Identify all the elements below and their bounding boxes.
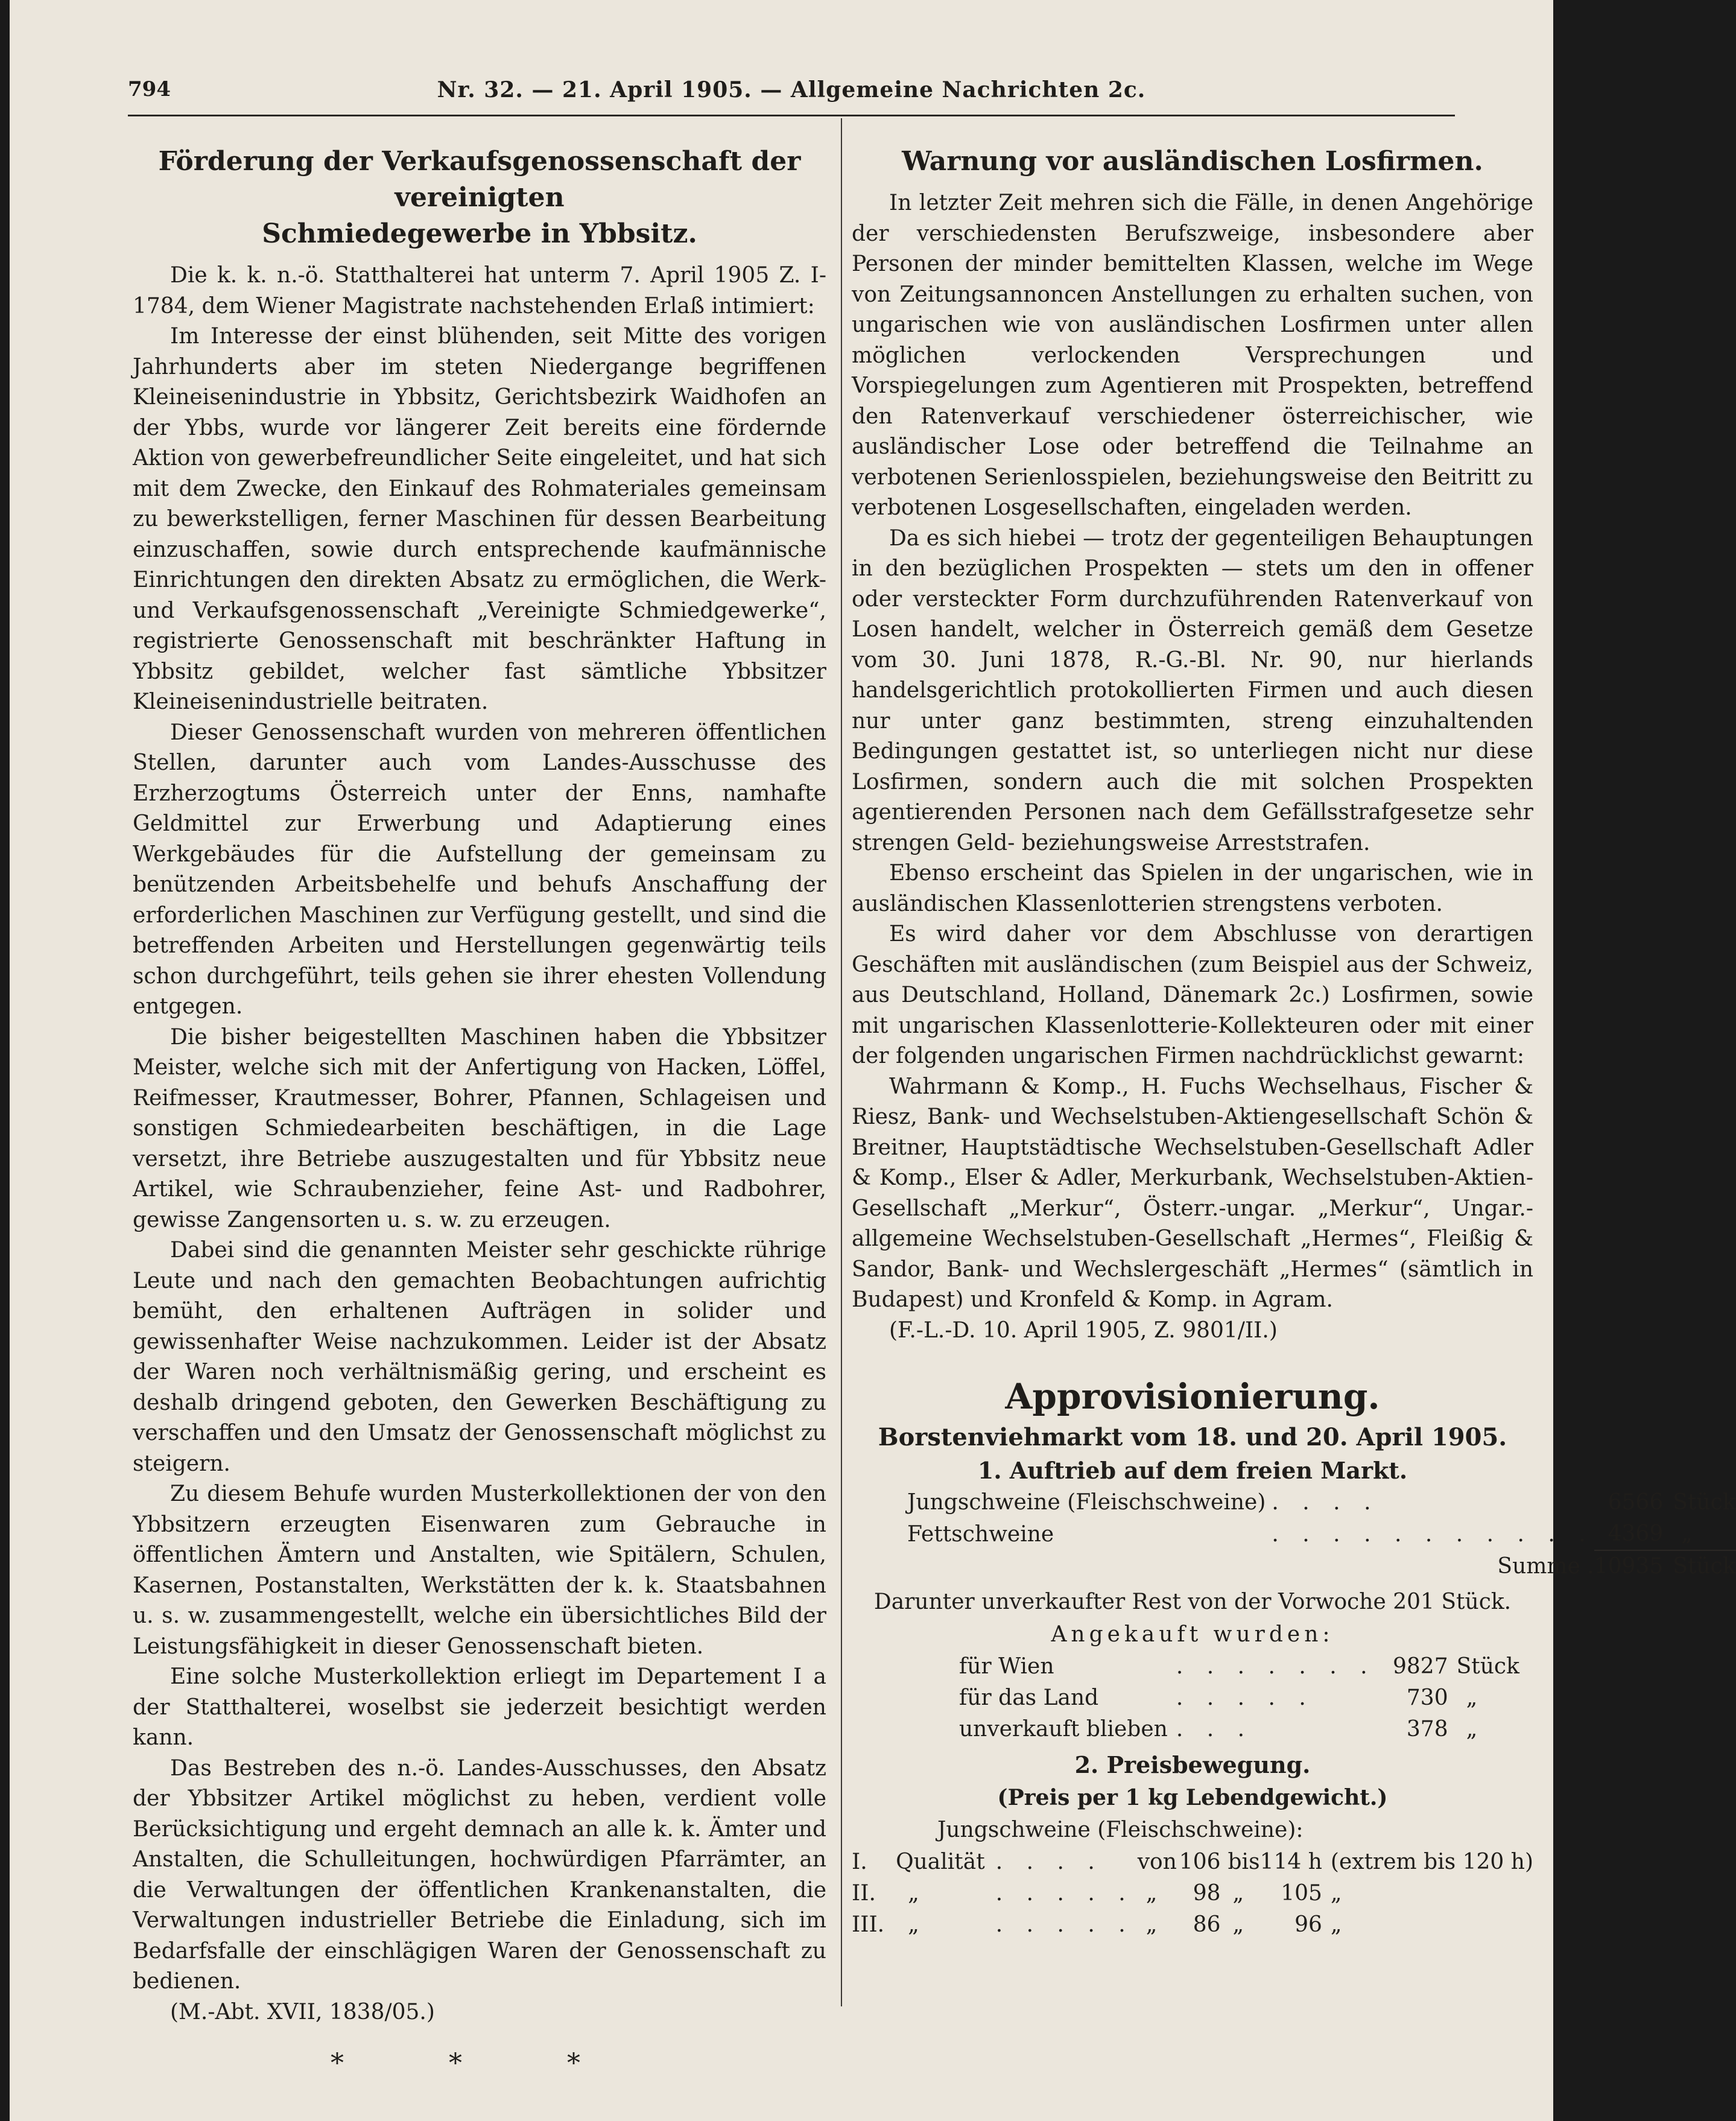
page-header <box>128 77 1455 113</box>
purchased-unit: „ <box>1466 1717 1478 1742</box>
header-rule <box>128 115 1455 116</box>
paragraph: Ebenso erscheint das Spielen in der ungarischen, wie in ausländischen Klassenlotterien strengstens verboten. <box>852 861 1533 916</box>
price-note: (Preis per 1 kg Lebendgewicht.) <box>997 1785 1388 1810</box>
leader-dots: . . . . . . . . . . . <box>1272 1521 1594 1547</box>
price-high: 96 <box>1294 1912 1322 1937</box>
price-note: „ <box>1330 1881 1342 1906</box>
purchased-unit: „ <box>1466 1685 1478 1710</box>
table-row <box>907 1550 1736 1582</box>
paragraph: Das Bestreben des n.-ö. Landes-Ausschusses, den Absatz der Ybbsitzer Artikel möglichst zu heben, verdient volle Berücksichtigung und ergeht demnach an alle k. k. Ämter und Anstalten, die Schulleitungen, hochwürdigen Pfarrämter, an die Verwaltungen der öffentlichen Krankenanstalten, die Verwaltungen industrieller Betriebe die Einladung, sich im Bedarfsfalle der einschlägigen Waren der Genossenschaft zu bedienen. <box>133 1755 826 1994</box>
paragraph: Eine solche Musterkollektion erliegt im Departement I a der Statthalterei, woselbst sie jederzeit besichtigt werden kann. <box>133 1664 826 1750</box>
grade: I. <box>852 1850 867 1874</box>
page-number: 794 <box>128 77 171 101</box>
paragraph: Da es sich hiebei — trotz der gegenteiligen Behauptungen in den bezüglichen Prospekten — stets um den in offener oder versteckter Form durchzuführenden Ratenverkauf von Losen handelt, welcher in Österreich gemäß dem Gesetze vom 30. Juni 1878, R.-G.-Bl. Nr. 90, nur hierlands handelsgerichtlich protokollierten Firmen und auch diesen nur unter ganz bestimmten, streng einzuhaltenden Bedingungen gestattet ist, so unterliegen nicht nur diese Losfirmen, sondern auch die mit solchen Prospekten agentierenden Personen nach dem Gefällsstrafgesetze sehr strengen Geld- beziehungsweise Arreststrafen. <box>852 525 1533 855</box>
market-subtitle: Borstenviehmarkt vom 18. und 20. April 1905. <box>878 1423 1507 1451</box>
price-note: „ <box>1330 1912 1342 1937</box>
price-high: 105 <box>1281 1881 1322 1906</box>
paragraph: Zu diesem Behufe wurden Musterkollektionen der von den Ybbsitzern erzeugten Eisenwaren zum Gebrauche in öffentlichen Ämtern und Anstalten, wie Spitälern, Schulen, Kasernen, Postanstalten, Werkstätten der k. k. Staatsbahnen u. s. w. zusammengestellt, welche ein übersichtliches Bild der Leistungsfähigkeit in dieser Genossenschaft bieten. <box>133 1482 826 1659</box>
table-row <box>959 1651 1519 1682</box>
purchased-label: für das Land <box>959 1685 1099 1710</box>
paragraph: Wahrmann & Komp., H. Fuchs Wechselhaus, Fischer & Riesz, Bank- und Wechselstuben-Aktiengesellschaft Schön & Breitner, Hauptstädtische Wechselstuben-Gesellschaft Adler & Komp., Elser & Adler, Merkurbank, Wechselstuben-Aktien-Gesellschaft „Merkur“, Österr.-ungar. „Merkur“, Ungar.-allgemeine Wechselstuben-Gesellschaft „Hermes“, Fleißig & Sandor, Bank- und Wechslergeschäft „Hermes“ (sämtlich in Budapest) und Kronfeld & Komp. in Agram. <box>852 1074 1533 1312</box>
price-low: 98 <box>1193 1881 1221 1906</box>
article-heading-warnung: Warnung vor ausländischen Losfirmen. <box>902 146 1483 177</box>
purchased-table <box>959 1651 1519 1745</box>
market-title: Approvisionierung. <box>1005 1376 1380 1417</box>
supply-value: 6566 <box>1608 1490 1664 1515</box>
grade-label: „ <box>908 1912 919 1937</box>
column-divider <box>841 118 842 2006</box>
section-heading-supply: 1. Auftrieb auf dem freien Markt. <box>977 1457 1408 1484</box>
table-row <box>852 1909 1533 1941</box>
grade-label: Qualität <box>896 1850 985 1874</box>
heading-line: Schmiedegewerbe in Ybbsitz. <box>262 218 697 249</box>
price-table <box>852 1847 1533 1941</box>
to-word: bis <box>1228 1850 1260 1874</box>
heading-line: Förderung der Verkaufsgenossenschaft der vereinigten <box>158 146 801 213</box>
section-stars: * * * <box>331 2048 629 2079</box>
leader-dots: . . . . <box>1272 1490 1380 1515</box>
table-row <box>959 1714 1519 1745</box>
running-title: Nr. 32. — 21. April 1905. — Allgemeine Nachrichten 2c. <box>437 77 1146 103</box>
price-high: 114 h <box>1259 1850 1322 1874</box>
table-row <box>907 1518 1736 1550</box>
sum-unit: Stück <box>1673 1554 1736 1579</box>
sum-label: Summe . <box>1497 1553 1594 1579</box>
supply-label: Fettschweine <box>907 1521 1054 1547</box>
supply-value: 4369 <box>1594 1518 1664 1550</box>
leader-dots: . . . . . <box>995 1881 1134 1906</box>
leader-dots: . . . <box>1176 1717 1253 1742</box>
to-word: „ <box>1232 1881 1244 1906</box>
supply-label: Jungschweine (Fleischschweine) <box>907 1490 1266 1515</box>
from-word: „ <box>1145 1912 1158 1937</box>
supply-unit: „ <box>1663 1518 1735 1550</box>
price-note: (extrem bis 120 h) <box>1330 1850 1533 1874</box>
article-heading-foerderung <box>133 144 826 252</box>
leader-dots: . . . . . <box>995 1912 1134 1937</box>
purchased-label: für Wien <box>959 1654 1054 1679</box>
leader-dots: . . . . . <box>1176 1685 1314 1710</box>
supply-table <box>907 1487 1736 1582</box>
leader-dots: . . . . . . . <box>1176 1654 1376 1679</box>
price-low: 86 <box>1193 1912 1221 1937</box>
from-word: „ <box>1145 1881 1158 1906</box>
left-column <box>133 144 826 2082</box>
table-row <box>852 1847 1533 1878</box>
table-row <box>907 1487 1736 1518</box>
paragraph: Die k. k. n.-ö. Statthalterei hat unterm 7. April 1905 Z. I-1784, dem Wiener Magistrate nachstehenden Erlaß intimiert: <box>133 263 826 319</box>
leader-dots: . . . . <box>995 1850 1103 1874</box>
grade: III. <box>852 1912 885 1937</box>
source-reference: (F.-L.-D. 10. April 1905, Z. 9801/II.) <box>889 1317 1278 1343</box>
paragraph: Die bisher beigestellten Maschinen haben die Ybbsitzer Meister, welche sich mit der Anfertigung von Hacken, Löffel, Reifmesser, Krautmesser, Bohrer, Pfannen, Schlageisen und sonstigen Schmiedearbeiten beschäftigen, in die Lage versetzt, ihre Betriebe auszugestalten und für Ybbsitz neue Artikel, wie Schraubenzieher, feine Ast- und Radbohrer, gewisse Zangensorten u. s. w. zu erzeugen. <box>133 1024 826 1232</box>
sum-value: 10935 <box>1594 1554 1664 1579</box>
paragraph: Es wird daher vor dem Abschlusse von derartigen Geschäften mit ausländischen (zum Beispiel aus der Schweiz, aus Deutschland, Holland, Dänemark 2c.) Losfirmen, sowie mit ungarischen Klassenlotterie-Kollekteuren oder mit einer der folgenden ungarischen Firmen nachdrücklichst gewarnt: <box>852 922 1533 1068</box>
grade-label: „ <box>908 1881 919 1906</box>
remainder-note: Darunter unverkaufter Rest von der Vorwoche 201 Stück. <box>873 1590 1512 1614</box>
source-reference: (M.-Abt. XVII, 1838/05.) <box>170 1999 435 2024</box>
purchased-unit: Stück <box>1456 1654 1519 1679</box>
price-low: 106 <box>1179 1850 1221 1874</box>
purchased-value: 730 <box>1406 1685 1448 1710</box>
purchased-label: unverkauft blieben <box>959 1717 1168 1742</box>
purchased-value: 378 <box>1406 1717 1448 1742</box>
table-row <box>852 1878 1533 1909</box>
paragraph: Im Interesse der einst blühenden, seit Mitte des vorigen Jahrhunderts aber im steten Niedergange begriffenen Kleineisenindustrie in Ybbsitz, Gerichtsbezirk Waidhofen an der Ybbs, wurde vor längerer Zeit bereits eine fördernde Aktion von gewerbefreundlicher Seite eingeleitet, und hat sich mit dem Zwecke, den Einkauf des Rohmateriales gemeinsam zu bewerkstelligen, ferner Maschinen für dessen Bearbeitung einzuschaffen, sowie durch entsprechende kaufmännische Einrichtungen den direkten Absatz zu ermöglichen, die Werk- und Verkaufsgenossenschaft „Vereinigte Schmiedgewerke“, registrierte Genossenschaft mit beschränkter Haftung in Ybbsitz gebildet, welcher fast sämtliche Ybbsitzer Kleineisenindustrielle beitraten. <box>133 324 826 714</box>
price-category: Jungschweine (Fleischschweine): <box>937 1818 1304 1842</box>
to-word: „ <box>1232 1912 1244 1937</box>
paragraph: In letzter Zeit mehren sich die Fälle, in denen Angehörige der verschiedensten Berufszweige, insbesondere aber Personen der minder bemittelten Klassen, welche im Wege von Zeitungsannoncen Anstellungen zu erhalten suchen, von ungarischen wie von ausländischen Losfirmen unter allen möglichen verlockenden Versprechungen und Vorspiegelungen zum Agentieren mit Prospekten, betreffend den Ratenverkauf verschiedener österreichischer, wie ausländischer Lose oder betreffend die Teilnahme an verbotenen Serienlosspielen, beziehungsweise den Beitritt zu verbotenen Losgesellschaften, eingeladen werden. <box>852 191 1533 520</box>
from-word: von <box>1137 1850 1177 1874</box>
supply-unit: Stück <box>1673 1490 1736 1515</box>
purchased-heading: Angekauft wurden: <box>1051 1622 1334 1647</box>
page-sheet <box>10 0 1736 2121</box>
paragraph: Dabei sind die genannten Meister sehr geschickte rührige Leute und nach den gemachten Beobachtungen aufrichtig bemüht, den erhaltenen Aufträgen in solider und gewissenhafter Weise nachzukommen. Leider ist der Absatz der Waren noch verhältnismäßig gering, und erscheint es deshalb dringend geboten, den Gewerken Beschäftigung zu verschaffen und den Umsatz der Genossenschaft möglichst zu steigern. <box>133 1238 826 1476</box>
section-heading-prices: 2. Preisbewegung. <box>1074 1751 1311 1778</box>
purchased-value: 9827 <box>1392 1654 1448 1679</box>
table-row <box>959 1682 1519 1714</box>
paragraph: Dieser Genossenschaft wurden von mehreren öffentlichen Stellen, darunter auch vom Landes-Ausschusse des Erzherzogtums Österreich unter der Enns, namhafte Geldmittel zur Erwerbung und Adaptierung eines Werkgebäudes für die Aufstellung der gemeinsam zu benützenden Arbeitsbehelfe und behufs Anschaffung der erforderlichen Maschinen zur Verfügung gestellt, und sind die betreffenden Arbeiten und Herstellungen gegenwärtig teils schon durchgeführt, teils gehen sie ihrer ehesten Vollendung entgegen. <box>133 720 826 1019</box>
grade: II. <box>852 1881 876 1906</box>
right-column <box>852 144 1736 1941</box>
